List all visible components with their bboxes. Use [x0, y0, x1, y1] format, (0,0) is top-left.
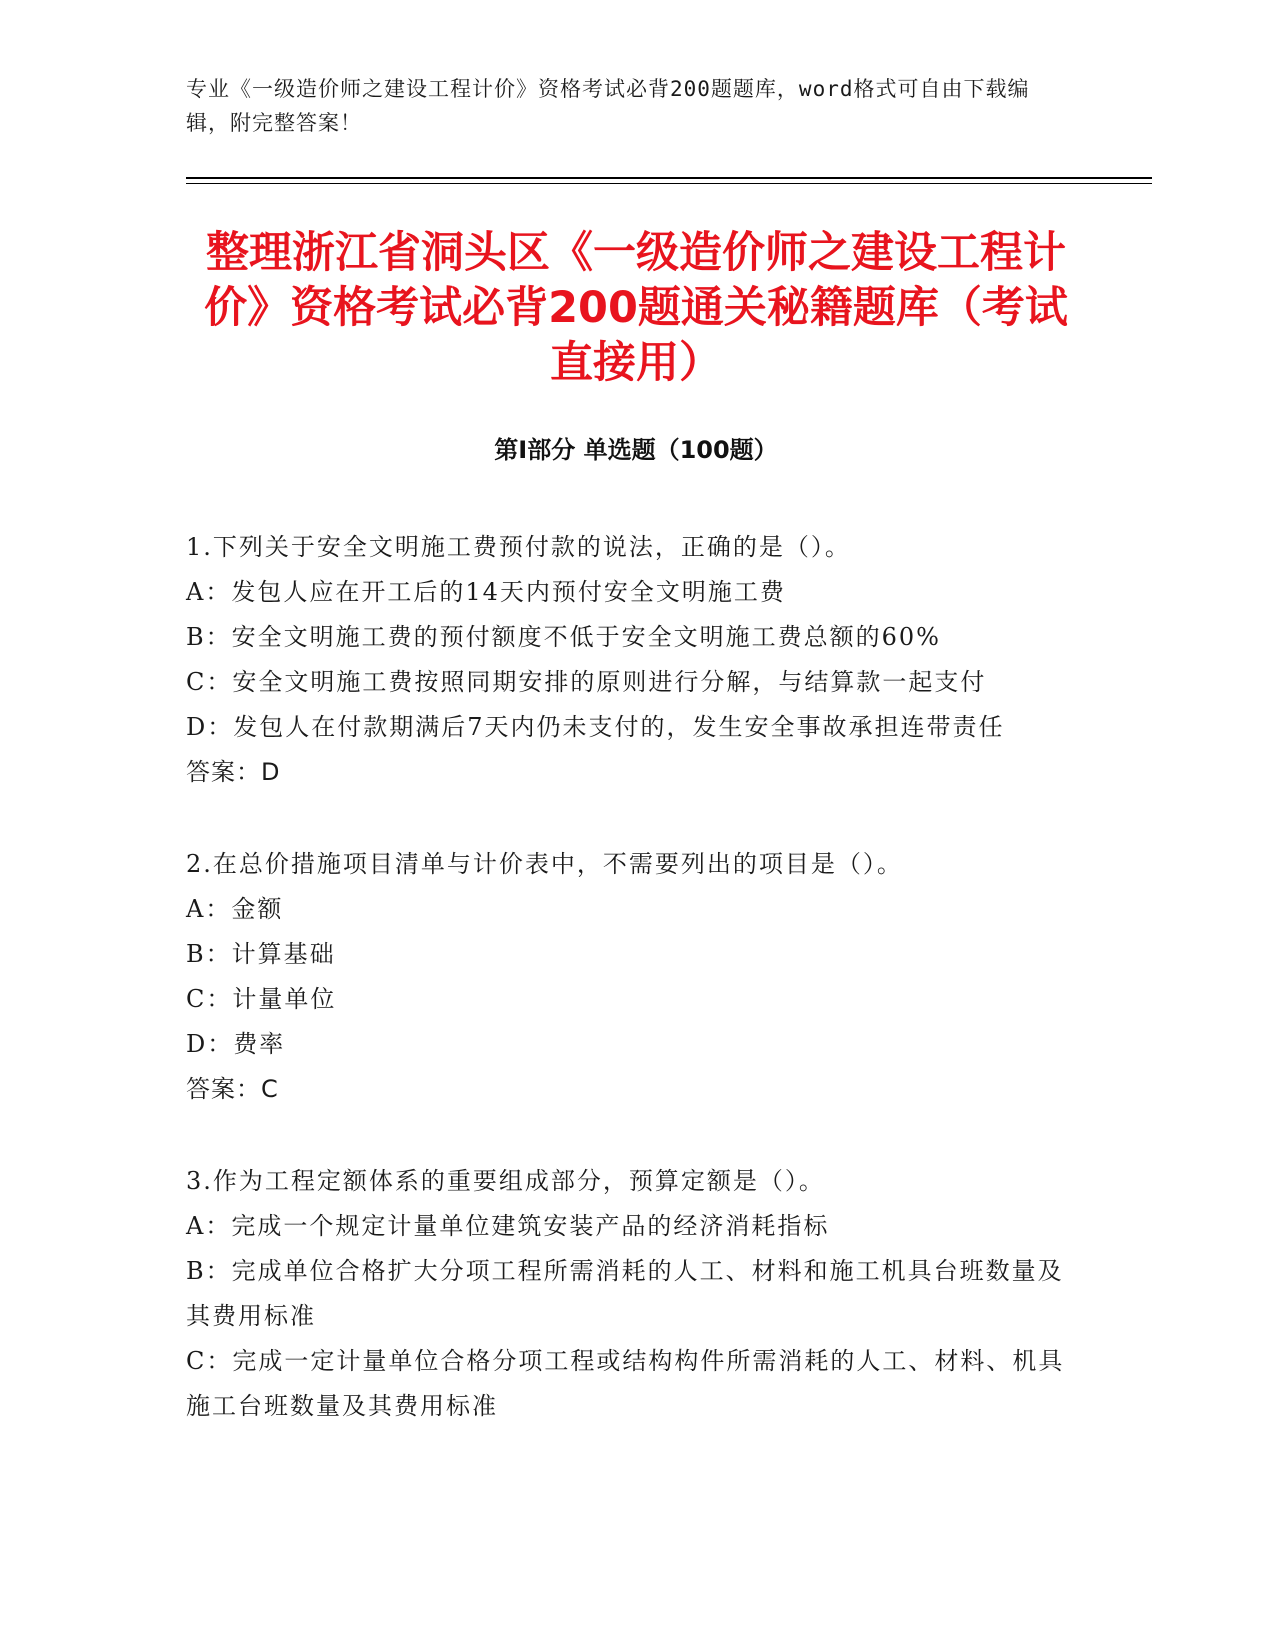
header-rule-thick	[186, 177, 1152, 179]
header-note: 专业《一级造价师之建设工程计价》资格考试必背200题题库，word格式可自由下载编辑，附完整答案！	[186, 77, 1030, 135]
option-b: B：计算基础	[186, 940, 336, 968]
option-d: D：发包人在付款期满后7天内仍未支付的，发生安全事故承担连带责任	[186, 713, 1005, 741]
option-c: C：完成一定计量单位合格分项工程或结构构件所需消耗的人工、材料、机具施工台班数量及其费用标准	[186, 1347, 1065, 1420]
question-stem: 1.下列关于安全文明施工费预付款的说法，正确的是（）。	[186, 533, 851, 561]
option-a: A：完成一个规定计量单位建筑安装产品的经济消耗指标	[186, 1212, 830, 1240]
question-stem: 2.在总价措施项目清单与计价表中，不需要列出的项目是（）。	[186, 850, 903, 878]
option-b: B：安全文明施工费的预付额度不低于安全文明施工费总额的60%	[186, 623, 941, 651]
question-list	[186, 525, 1066, 1476]
option-a: A：金额	[186, 895, 284, 923]
option-c: C：计量单位	[186, 985, 337, 1013]
document-title: 整理浙江省洞头区《一级造价师之建设工程计价》资格考试必背200题通关秘籍题库（考试直接用）	[204, 228, 1068, 388]
question-stem: 3.作为工程定额体系的重要组成部分，预算定额是（）。	[186, 1167, 825, 1195]
question-3	[186, 1159, 1066, 1429]
question-2	[186, 842, 1066, 1112]
option-c: C：安全文明施工费按照同期安排的原则进行分解，与结算款一起支付	[186, 668, 987, 696]
option-d: D：费率	[186, 1030, 286, 1058]
answer-line: 答案：D	[186, 758, 281, 786]
option-b: B：完成单位合格扩大分项工程所需消耗的人工、材料和施工机具台班数量及其费用标准	[186, 1257, 1064, 1330]
answer-line: 答案：C	[186, 1075, 279, 1103]
option-a: A：发包人应在开工后的14天内预付安全文明施工费	[186, 578, 786, 606]
question-1	[186, 525, 1066, 795]
header-rule-thin	[186, 183, 1152, 184]
section-heading: 第Ⅰ部分 单选题（100题）	[494, 436, 778, 464]
